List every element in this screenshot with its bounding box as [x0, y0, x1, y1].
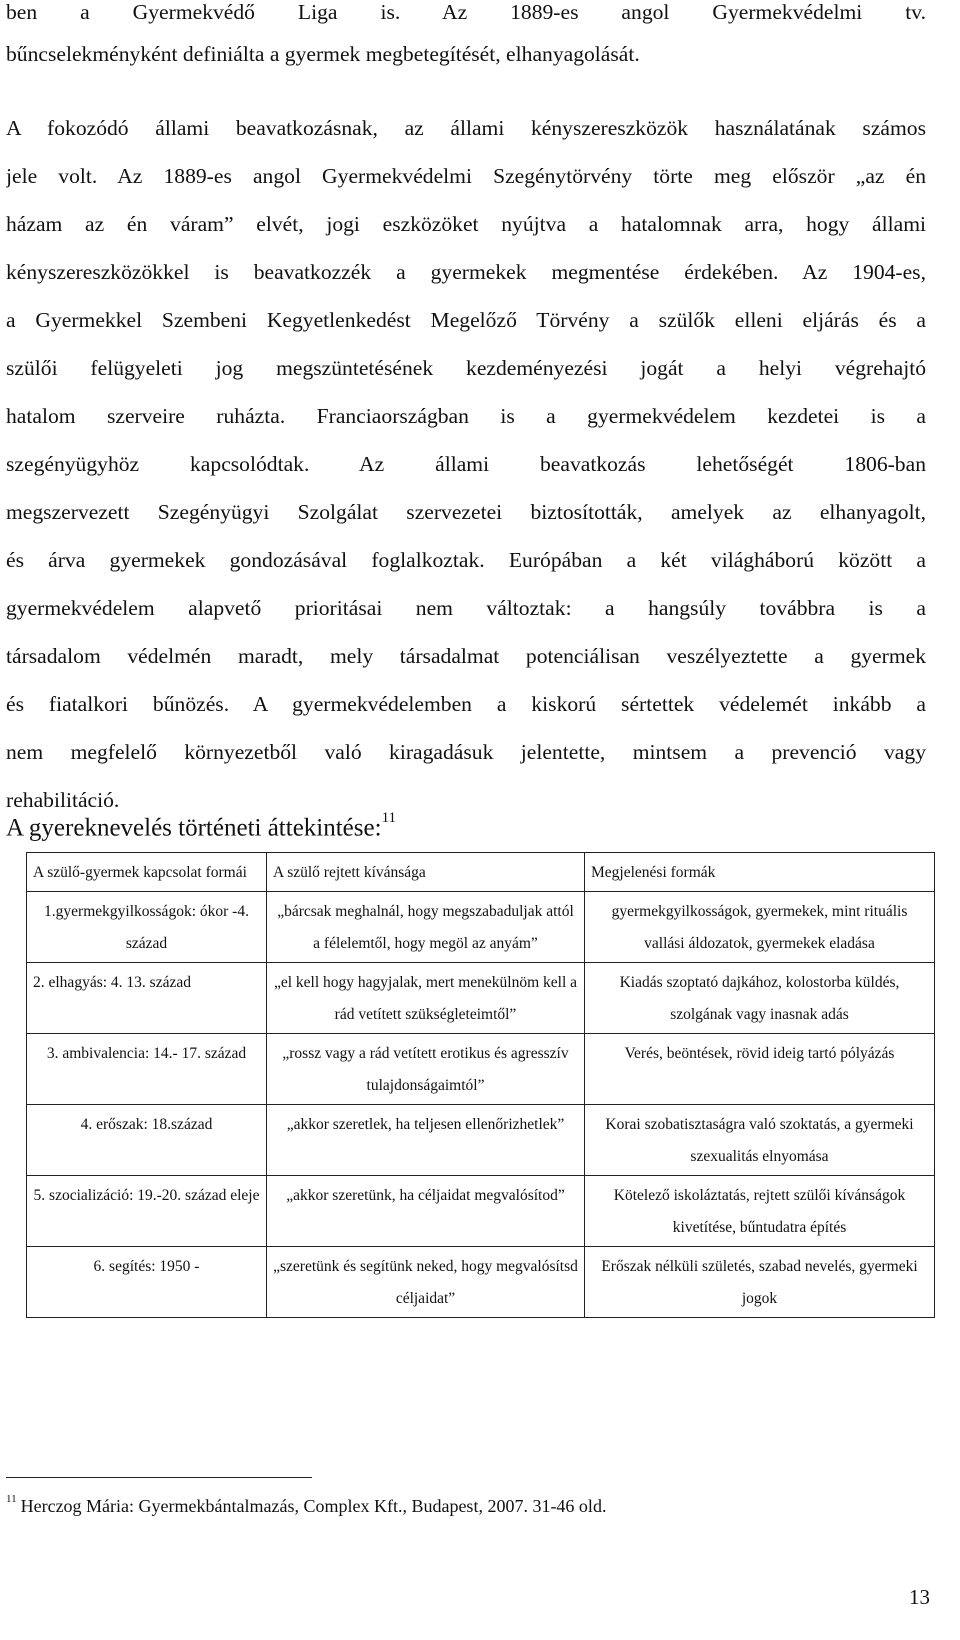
table-cell-wish: „el kell hogy hagyjalak, mert menekülnöm kell a rád vetített szükségleteimtől”	[267, 963, 585, 1034]
text-line: megszervezett Szegényügyi Szolgálat szervezetei biztosították, amelyek az elhanyagolt,	[6, 500, 926, 524]
text-line: kényszereszközökkel is beavatkozzék a gyermekek megmentése érdekében. Az 1904-es,	[6, 260, 926, 284]
text-line: A fokozódó állami beavatkozásnak, az állami kényszereszközök használatának számos	[6, 116, 926, 140]
table-header-cell: Megjelenési formák	[585, 853, 935, 892]
page-number: 13	[909, 1585, 930, 1609]
table-cell-appearance: Kiadás szoptató dajkához, kolostorba küldés, szolgának vagy inasnak adás	[585, 963, 935, 1034]
table-cell-wish: „bárcsak meghalnál, hogy megszabaduljak attól a félelemtől, hogy megöl az anyám”	[267, 892, 585, 963]
text-line: házam az én váram” elvét, jogi eszközöket nyújtva a hatalomnak arra, hogy állami	[6, 212, 926, 236]
table-cell-form: 5. szocializáció: 19.-20. század eleje	[27, 1176, 267, 1247]
section-heading	[6, 802, 396, 848]
table-cell-wish: „akkor szeretünk, ha céljaidat megvalósítod”	[267, 1176, 585, 1247]
text-line: a Gyermekkel Szembeni Kegyetlenkedést Megelőző Törvény a szülők elleni eljárás és a	[6, 308, 926, 332]
text-line: szegényügyhöz kapcsolódtak. Az állami beavatkozás lehetőségét 1806-ban	[6, 452, 926, 476]
table-cell-wish: „akkor szeretlek, ha teljesen ellenőrizhetlek”	[267, 1105, 585, 1176]
table-cell-form: 1.gyermekgyilkosságok: ókor -4. század	[27, 892, 267, 963]
table-header-cell: A szülő-gyermek kapcsolat formái	[27, 853, 267, 892]
text-line: hatalom szerveire ruházta. Franciaországban is a gyermekvédelem kezdetei is a	[6, 404, 926, 428]
table-cell-appearance: gyermekgyilkosságok, gyermekek, mint rituális vallási áldozatok, gyermekek eladása	[585, 892, 935, 963]
table-cell-appearance: Erőszak nélküli születés, szabad nevelés, gyermeki jogok	[585, 1247, 935, 1318]
footnote-reference: 11	[381, 810, 397, 826]
text-line: és fiatalkori bűnözés. A gyermekvédelemben a kiskorú sértettek védelemét inkább a	[6, 692, 926, 716]
table-row	[27, 1034, 935, 1105]
text-line: bűncselekményként definiálta a gyermek megbetegítését, elhanyagolását.	[6, 42, 640, 66]
table-cell-form: 4. erőszak: 18.század	[27, 1105, 267, 1176]
footnote	[6, 1488, 606, 1520]
history-table	[26, 852, 935, 1318]
text-line: társadalom védelmén maradt, mely társadalmat potenciálisan veszélyeztette a gyermek	[6, 644, 926, 668]
table-header-row	[27, 853, 935, 892]
text-line: nem megfelelő környezetből való kiragadásuk jelentette, mintsem a prevenció vagy	[6, 740, 926, 764]
text-line: és árva gyermekek gondozásával foglalkoztak. Európában a két világháború között a	[6, 548, 926, 572]
text-line: rehabilitáció.	[6, 788, 120, 812]
table-row	[27, 963, 935, 1034]
section-heading-text: A gyereknevelés történeti áttekintése:	[6, 814, 382, 842]
table-cell-wish: „rossz vagy a rád vetített erotikus és agresszív tulajdonságaimtól”	[267, 1034, 585, 1105]
table-cell-form: 3. ambivalencia: 14.- 17. század	[27, 1034, 267, 1105]
table-header-cell: A szülő rejtett kívánsága	[267, 853, 585, 892]
text-line: jele volt. Az 1889-es angol Gyermekvédelmi Szegénytörvény törte meg először „az én	[6, 164, 926, 188]
table-cell-appearance: Korai szobatisztaságra való szoktatás, a gyermeki szexualitás elnyomása	[585, 1105, 935, 1176]
table-cell-appearance: Verés, beöntések, rövid ideig tartó pólyázás	[585, 1034, 935, 1105]
table-row	[27, 1105, 935, 1176]
table-cell-appearance: Kötelező iskoláztatás, rejtett szülői kívánságok kivetítése, bűntudatra építés	[585, 1176, 935, 1247]
table-row	[27, 892, 935, 963]
table-row	[27, 1247, 935, 1318]
text-line: ben a Gyermekvédő Liga is. Az 1889-es angol Gyermekvédelmi tv.	[6, 0, 926, 24]
table-cell-form: 6. segítés: 1950 -	[27, 1247, 267, 1318]
footnote-number: 11	[6, 1493, 17, 1505]
table-cell-form: 2. elhagyás: 4. 13. század	[27, 963, 267, 1034]
footnote-text: Herczog Mária: Gyermekbántalmazás, Complex Kft., Budapest, 2007. 31-46 old.	[20, 1496, 607, 1516]
table-cell-wish: „szeretünk és segítünk neked, hogy megvalósítsd céljaidat”	[267, 1247, 585, 1318]
text-line: szülői felügyeleti jog megszüntetésének kezdeményezési jogát a helyi végrehajtó	[6, 356, 926, 380]
table-row	[27, 1176, 935, 1247]
footnote-divider	[6, 1477, 312, 1478]
text-line: gyermekvédelem alapvető prioritásai nem változtak: a hangsúly továbbra is a	[6, 596, 926, 620]
